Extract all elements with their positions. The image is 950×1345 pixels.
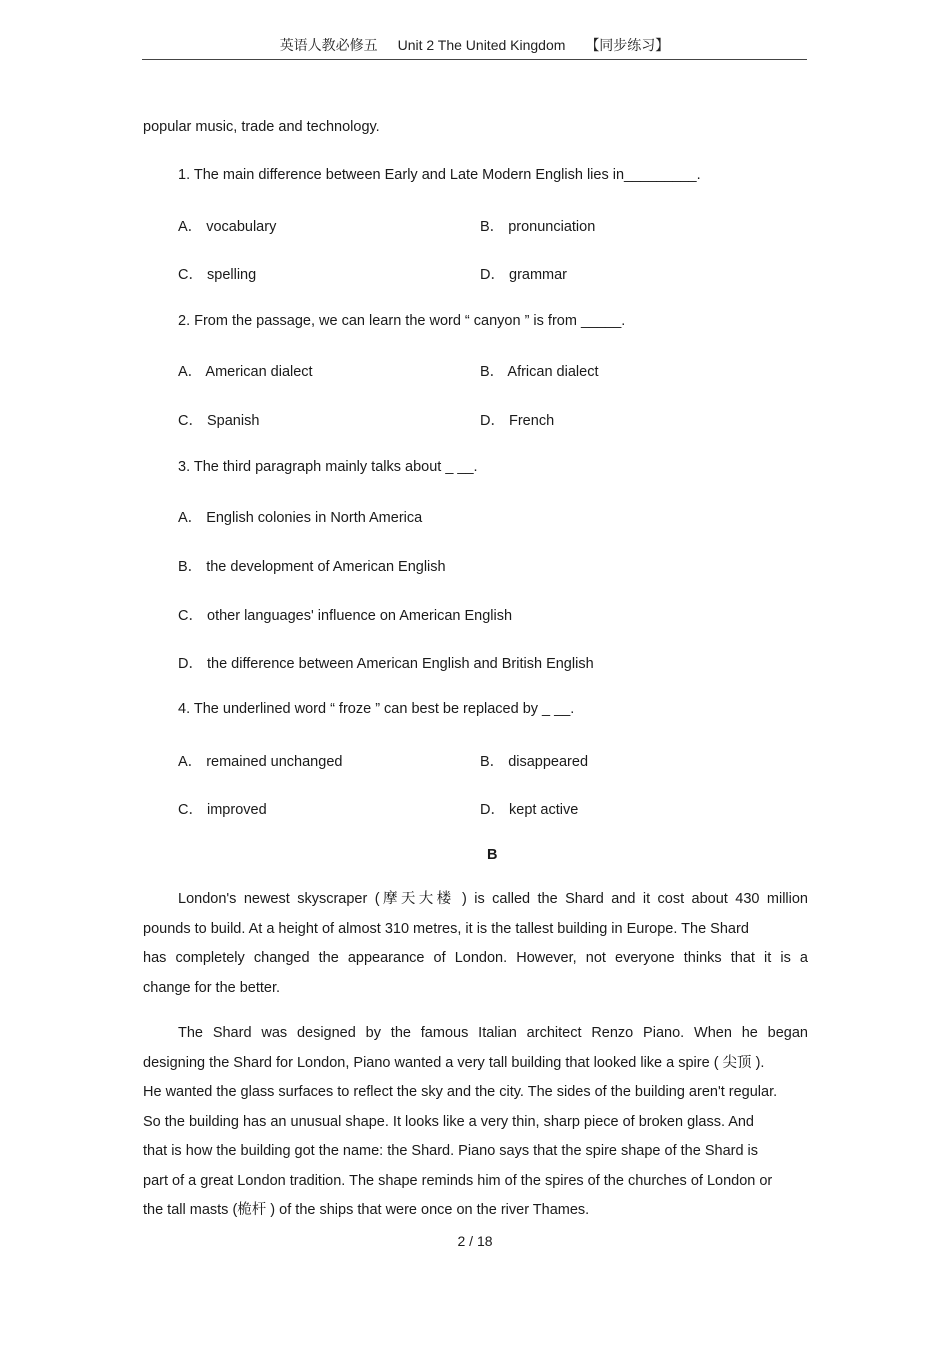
header-tag: 【同步练习】	[585, 37, 670, 53]
question-3-stem: 3. The third paragraph mainly talks about _ __.	[178, 459, 478, 475]
question-3-option-b: B． the development of American English	[178, 559, 446, 575]
passage-line: part of a great London tradition. The shape reminds him of the spires of the churches of London or	[143, 1172, 773, 1189]
passage-line: pounds to build. At a height of almost 310 metres, it is the tallest building in Europe. The Shard	[143, 920, 749, 937]
question-4-option-b: B． disappeared	[480, 754, 589, 770]
question-2-option-d: D． French	[480, 413, 555, 429]
passage-line: The Shard was designed by the famous Italian architect Renzo Piano. When he began	[178, 1025, 808, 1041]
passage-line: the tall masts (桅杆 ) of the ships that were once on the river Thames.	[143, 1202, 590, 1218]
question-1-option-a: A． vocabulary	[178, 219, 277, 235]
passage-line: has completely changed the appearance of London. However, not everyone thinks that it is a	[143, 950, 808, 966]
page-header	[142, 35, 807, 55]
header-unit: Unit 2 The United Kingdom	[397, 37, 566, 53]
question-4-option-a: A． remained unchanged	[178, 754, 343, 770]
question-1-option-c: C． spelling	[178, 267, 257, 283]
section-title: B	[487, 847, 498, 863]
lead-in-text: popular music, trade and technology.	[143, 119, 380, 135]
question-4-option-c: C． improved	[178, 802, 267, 818]
question-2-option-b: B． African dialect	[480, 364, 599, 380]
passage-line: He wanted the glass surfaces to reflect the sky and the city. The sides of the building aren't regular.	[143, 1084, 778, 1100]
passage-line: change for the better.	[143, 979, 281, 996]
question-3-option-a: A． English colonies in North America	[178, 510, 423, 526]
question-1-option-b: B． pronunciation	[480, 219, 596, 235]
page-number: 2 / 18	[457, 1233, 493, 1249]
question-4-option-d: D． kept active	[480, 802, 579, 818]
question-1-option-d: D． grammar	[480, 267, 568, 283]
passage-paragraph-1	[143, 885, 808, 1003]
passage-line: designing the Shard for London, Piano wanted a very tall building that looked like a spire ( 尖顶 ).	[143, 1054, 765, 1071]
question-3-option-c: C． other languages' influence on American English	[178, 608, 513, 624]
question-2-stem: 2. From the passage, we can learn the word “ canyon ” is from _____.	[178, 313, 626, 329]
question-4-stem: 4. The underlined word “ froze ” can best be replaced by _ __.	[178, 701, 575, 717]
passage-line: London's newest skyscraper (摩天大楼 ) is called the Shard and it cost about 430 million	[178, 891, 808, 907]
passage-paragraph-2	[143, 1019, 808, 1226]
question-1-stem: 1. The main difference between Early and Late Modern English lies in_________.	[178, 167, 701, 183]
passage-line: that is how the building got the name: the Shard. Piano says that the spire shape of the Shard is	[143, 1143, 759, 1159]
question-2-option-a: A． American dialect	[178, 364, 313, 380]
passage-line: So the building has an unusual shape. It looks like a very thin, sharp piece of broken glass. And	[143, 1113, 754, 1130]
header-rule	[142, 59, 807, 60]
question-2-option-c: C． Spanish	[178, 413, 260, 429]
question-3-option-d: D． the difference between American English and British English	[178, 656, 594, 672]
header-course: 英语人教必修五	[279, 37, 378, 53]
